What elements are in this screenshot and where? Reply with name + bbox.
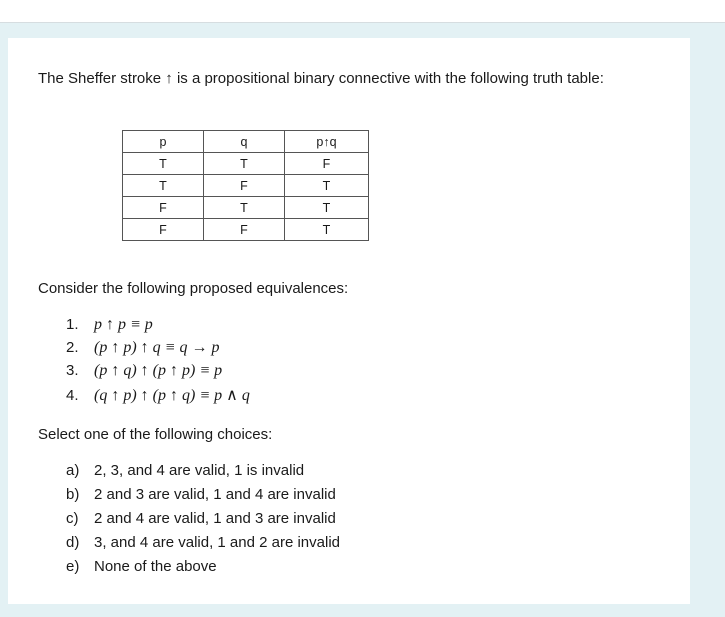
choice-letter: e) xyxy=(66,558,80,575)
consider-text: Consider the following proposed equivalences: xyxy=(38,280,349,297)
truth-table-row xyxy=(123,175,369,197)
equivalence-number: 4. xyxy=(66,387,79,404)
equivalence-expression: p ↑ p ≡ p xyxy=(94,316,153,333)
header-p: p xyxy=(123,131,204,153)
truth-table-row xyxy=(123,219,369,241)
cell: T xyxy=(204,197,285,219)
choice-e[interactable] xyxy=(66,558,340,582)
choice-b[interactable] xyxy=(66,486,340,510)
choice-list xyxy=(66,462,340,582)
equivalence-expression: (q ↑ p) ↑ (p ↑ q) ≡ p ∧ q xyxy=(94,387,250,404)
equivalence-number: 1. xyxy=(66,316,79,333)
cell: T xyxy=(123,175,204,197)
choice-letter: b) xyxy=(66,486,80,503)
equivalence-item xyxy=(66,362,250,385)
cell: F xyxy=(204,219,285,241)
cell: F xyxy=(285,153,369,175)
choice-text: 2 and 4 are valid, 1 and 3 are invalid xyxy=(94,510,336,527)
top-strip xyxy=(0,0,725,23)
choice-a[interactable] xyxy=(66,462,340,486)
choice-text: 2, 3, and 4 are valid, 1 is invalid xyxy=(94,462,305,479)
truth-table-row xyxy=(123,197,369,219)
choice-text: 2 and 3 are valid, 1 and 4 are invalid xyxy=(94,486,336,503)
cell: F xyxy=(123,197,204,219)
equivalence-expression: (p ↑ p) ↑ q ≡ q → p xyxy=(94,339,220,356)
equivalence-item xyxy=(66,385,250,408)
equivalence-number: 2. xyxy=(66,339,79,356)
equivalence-list xyxy=(66,316,250,408)
header-p-nand-q: p↑q xyxy=(285,131,369,153)
choice-letter: d) xyxy=(66,534,80,551)
cell: T xyxy=(285,175,369,197)
truth-table-row xyxy=(123,153,369,175)
select-instruction: Select one of the following choices: xyxy=(38,426,273,443)
choice-text: None of the above xyxy=(94,558,217,575)
choice-text: 3, and 4 are valid, 1 and 2 are invalid xyxy=(94,534,340,551)
cell: F xyxy=(204,175,285,197)
cell: T xyxy=(123,153,204,175)
intro-text: The Sheffer stroke ↑ is a propositional binary connective with the following truth table: xyxy=(38,70,604,87)
question-card xyxy=(8,38,690,604)
equivalence-number: 3. xyxy=(66,362,79,379)
choice-letter: a) xyxy=(66,462,80,479)
equivalence-expression: (p ↑ q) ↑ (p ↑ p) ≡ p xyxy=(94,362,223,379)
choice-d[interactable] xyxy=(66,534,340,558)
cell: F xyxy=(123,219,204,241)
truth-table-header-row xyxy=(123,131,369,153)
cell: T xyxy=(204,153,285,175)
cell: T xyxy=(285,197,369,219)
equivalence-item xyxy=(66,316,250,339)
cell: T xyxy=(285,219,369,241)
equivalence-item xyxy=(66,339,250,362)
truth-table xyxy=(122,130,369,241)
choice-letter: c) xyxy=(66,510,79,527)
header-q: q xyxy=(204,131,285,153)
choice-c[interactable] xyxy=(66,510,340,534)
